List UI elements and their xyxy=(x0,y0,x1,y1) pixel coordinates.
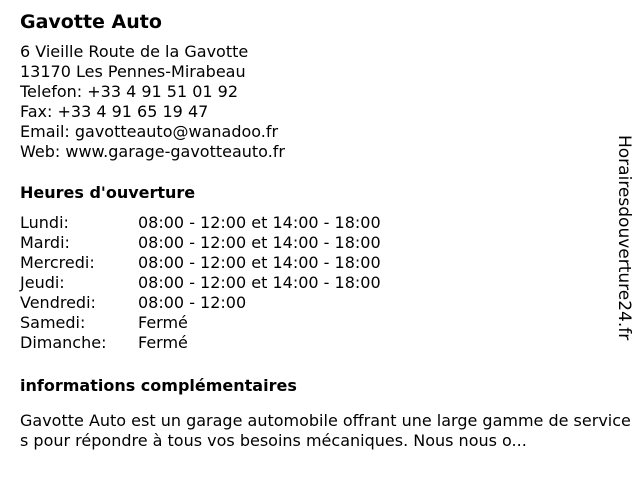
day-label: Jeudi: xyxy=(20,273,65,292)
day-label: Mardi: xyxy=(20,233,70,252)
hours-row xyxy=(20,253,630,273)
hours-row xyxy=(20,293,630,313)
web-line: Web: www.garage-gavotteauto.fr xyxy=(20,142,285,161)
contact-block xyxy=(20,42,630,162)
address-line-1: 6 Vieille Route de la Gavotte xyxy=(20,42,249,61)
day-hours: 08:00 - 12:00 et 14:00 - 18:00 xyxy=(138,233,381,252)
day-label: Mercredi: xyxy=(20,253,95,272)
day-label: Lundi: xyxy=(20,213,69,232)
day-hours: Fermé xyxy=(138,313,188,332)
fax-line: Fax: +33 4 91 65 19 47 xyxy=(20,102,209,121)
hours-row xyxy=(20,213,630,233)
address-line-2: 13170 Les Pennes-Mirabeau xyxy=(20,62,246,81)
site-watermark: Horairesdouverture24.fr xyxy=(614,135,634,341)
day-label: Dimanche: xyxy=(20,333,107,352)
day-label: Samedi: xyxy=(20,313,86,332)
day-hours: 08:00 - 12:00 et 14:00 - 18:00 xyxy=(138,213,381,232)
hours-row xyxy=(20,313,630,333)
day-label: Vendredi: xyxy=(20,293,96,312)
hours-row xyxy=(20,273,630,293)
hours-row xyxy=(20,233,630,253)
info-description: Gavotte Auto est un garage automobile offrant une large gamme de services pour répondre à tous vos besoins mécaniques. Nous nous o... xyxy=(20,411,631,450)
business-card xyxy=(20,8,630,451)
day-hours: 08:00 - 12:00 xyxy=(138,293,247,312)
phone-line: Telefon: +33 4 91 51 01 92 xyxy=(20,82,239,101)
day-hours: Fermé xyxy=(138,333,188,352)
hours-table xyxy=(20,213,630,353)
hours-heading: Heures d'ouverture xyxy=(20,183,196,202)
day-hours: 08:00 - 12:00 et 14:00 - 18:00 xyxy=(138,273,381,292)
hours-row xyxy=(20,333,630,353)
business-name: Gavotte Auto xyxy=(20,11,162,33)
day-hours: 08:00 - 12:00 et 14:00 - 18:00 xyxy=(138,253,381,272)
info-heading: informations complémentaires xyxy=(20,376,297,395)
email-line: Email: gavotteauto@wanadoo.fr xyxy=(20,122,279,141)
